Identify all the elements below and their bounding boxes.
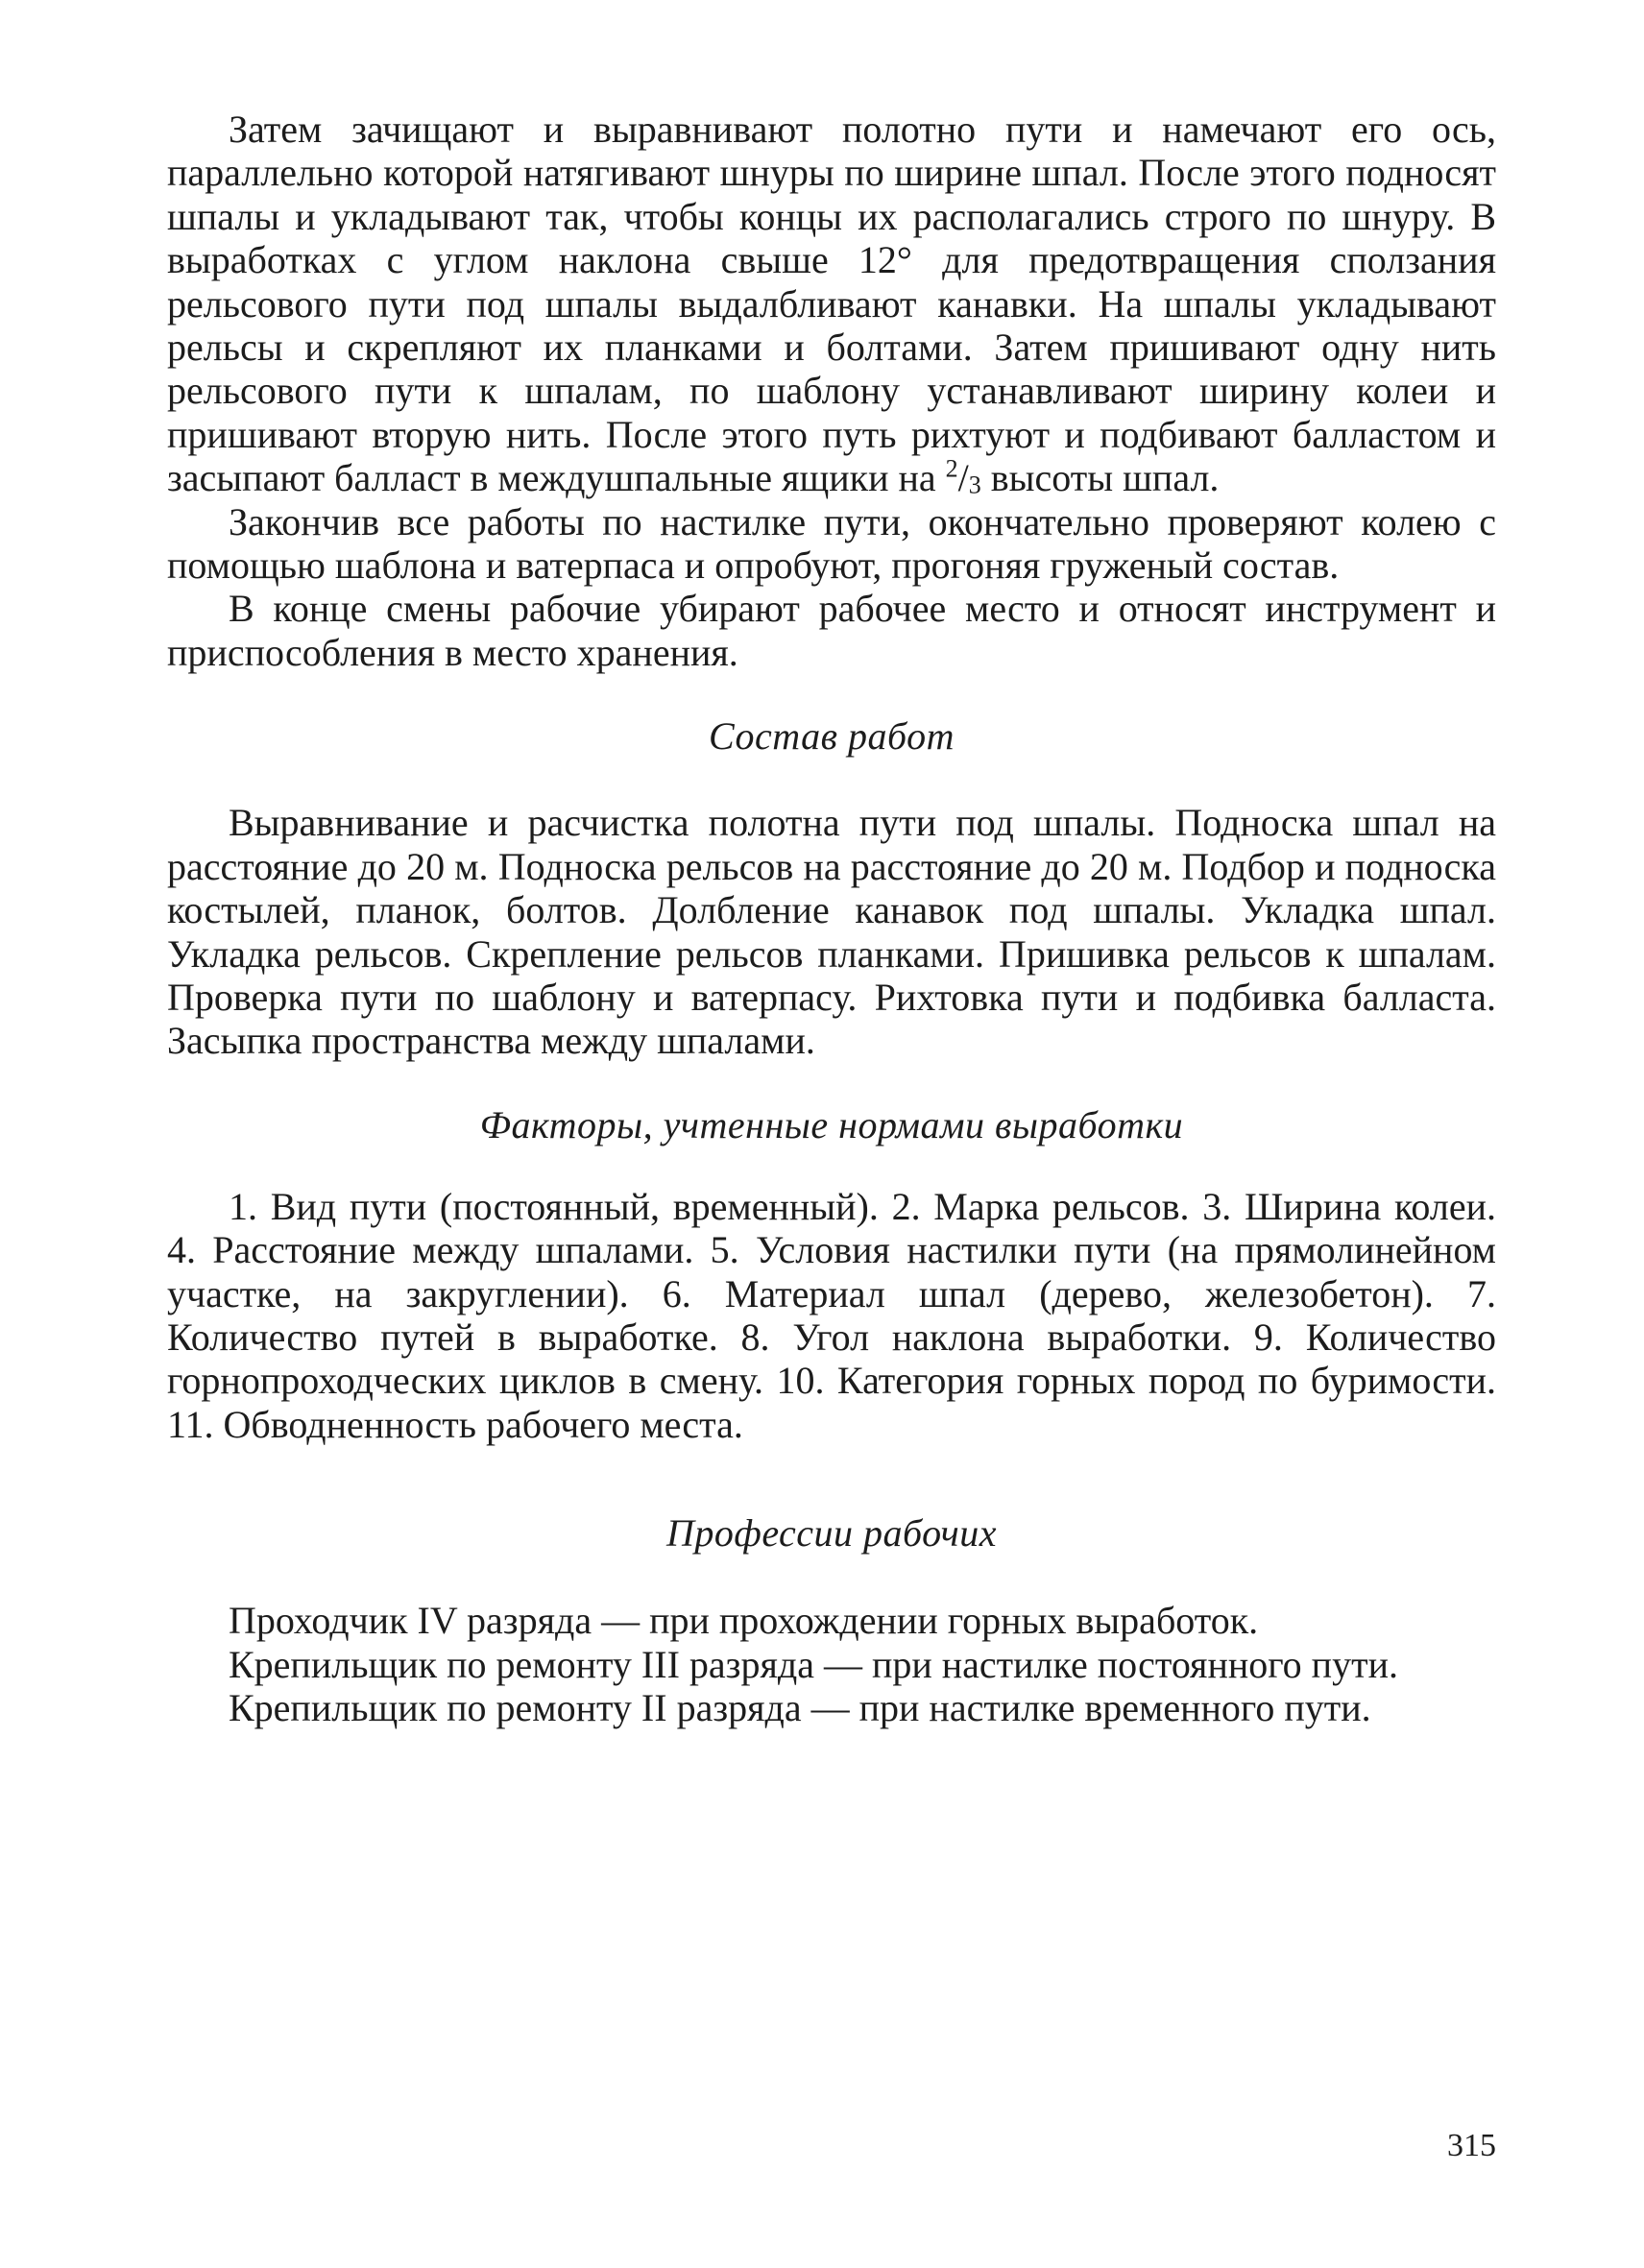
heading-composition: Состав работ: [709, 714, 955, 759]
fraction-denominator: 3: [968, 470, 981, 499]
profession-item: Проходчик IV разряда — при прохождении горных выработок.: [229, 1599, 1259, 1643]
profession-item: Крепильщик по ремонту III разряда — при настилке постоянного пути.: [229, 1642, 1398, 1686]
page-number: 315: [1447, 2128, 1496, 2163]
paragraph-composition: Выравнивание и расчистка полотна пути под шпалы. Подноска шпал на расстояние до 20 м. Подноска рельсов на расстояние до 20 м. Подбор и подноска костылей, планок, болтов. Долбление канавок под шпалы. Укладка шпал. Укладка рельсов. Скрепление рельсов планками. Пришивка рельсов к шпалам. Проверка пути по шаблону и ватерпасу. Рихтовка пути и подбивка балласта. Засыпка пространства между шпалами.: [167, 801, 1496, 1063]
paragraph-procedure-text: Затем зачищают и выравнивают полотно пути и намечают его ось, параллельно которой натягивают шнуры по ширине шпал. После этого подносят шпалы и укладывают так, чтобы концы их располагались строго по шнуру. В выработках с углом наклона свыше 12° для предотвращения сползания рельсового пути под шпалы выдалбливают канавки. На шпалы укладывают рельсы и скрепляют их планками и болтами. Затем пришивают одну нить рельсового пути к шпалам, по шаблону устанавливают ширину колеи и пришивают вторую нить. После этого путь рихтуют и подбивают балластом и засыпают балласт в междушпальные ящики на: [167, 108, 1496, 500]
paragraph-check: Закончив все работы по настилке пути, окончательно проверяют колею с помощью шаблона и ватерпаса и опробуют, прогоняя груженый состав.: [167, 499, 1496, 588]
paragraph-procedure: Затем зачищают и выравнивают полотно пути и намечают его ось, параллельно которой натягивают шнуры по ширине шпал. После этого подносят шпалы и укладывают так, чтобы концы их располагались строго по шнуру. В выработках с углом наклона свыше 12° для предотвращения сползания рельсового пути под шпалы выдалбливают канавки. На шпалы укладывают рельсы и скрепляют их планками и болтами. Затем пришивают одну нить рельсового пути к шпалам, по шаблону устанавливают ширину колеи и пришивают вторую нить. После этого путь рихтуют и подбивают балластом и засыпают балласт в междушпальные ящики на $^2/_3$ высоты шпал.: [167, 108, 1496, 500]
heading-professions: Профессии рабочих: [666, 1511, 997, 1556]
fraction-numerator: 2: [945, 454, 958, 483]
paragraph-shift-end: В конце смены рабочие убирают рабочее место и относят инструмент и приспособления в место хранения.: [167, 587, 1496, 674]
paragraph-factors: 1. Вид пути (постоянный, временный). 2. Марка рельсов. 3. Ширина колеи. 4. Расстояние между шпалами. 5. Условия настилки пути (на прямолинейном участке, на закруглении). 6. Материал шпал (дерево, железобетон). 7. Количество путей в выработке. 8. Угол наклона выработки. 9. Количество горнопроходческих циклов в смену. 10. Категория горных пород по буримости. 11. Обводненность рабочего места.: [167, 1184, 1496, 1446]
text-column: [167, 108, 1496, 1729]
paragraph-procedure-tail: высоты шпал.: [990, 456, 1220, 500]
profession-item: Крепильщик по ремонту II разряда — при настилке временного пути.: [229, 1685, 1371, 1729]
heading-factors: Факторы, учтенные нормами выработки: [479, 1102, 1184, 1146]
